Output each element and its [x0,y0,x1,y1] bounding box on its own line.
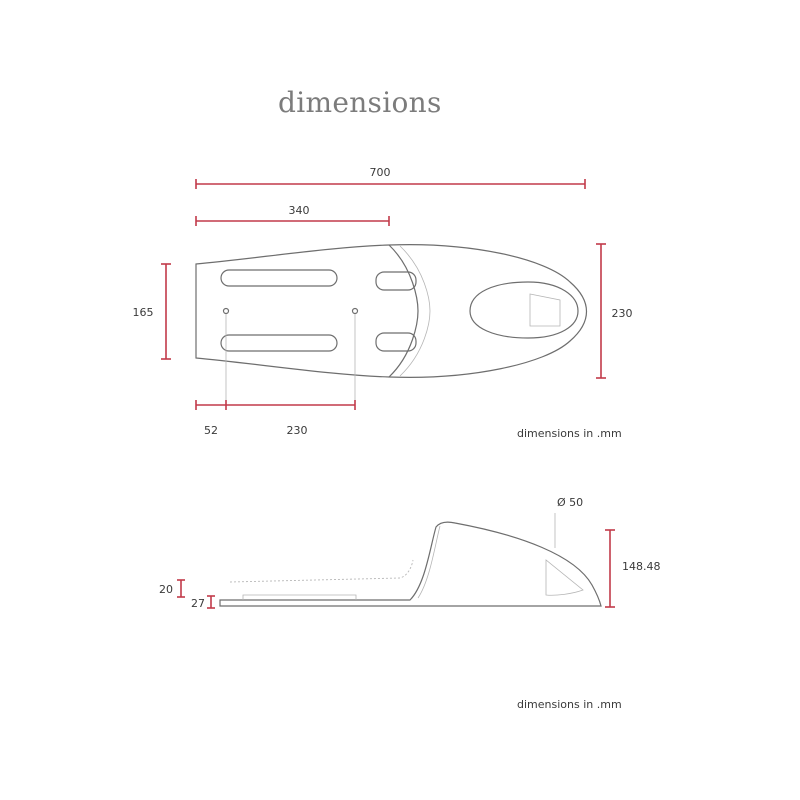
units-note-side: dimensions in .mm [517,698,622,711]
rear-width-dimension [596,244,633,378]
pan-length-dimension [196,204,389,226]
top-view [133,166,633,440]
tail-height-dimension [605,530,661,607]
front-width-dimension [133,264,172,359]
rear-width-label: 230 [611,307,633,320]
overall-length-label: 700 [369,166,391,179]
front-width-label: 165 [132,306,154,319]
pad-height-dimension [159,580,185,597]
seat-side-outline [220,513,601,606]
base-height-dimension [191,596,215,610]
mounting-hole-front [224,309,229,314]
hole-offset-label: 52 [204,424,218,437]
page-title: dimensions [278,86,442,119]
units-note-top: dimensions in .mm [517,427,622,440]
seat-top-outline [196,245,587,405]
base-height-label: 27 [191,597,205,610]
overall-length-dimension [196,166,585,189]
side-view [159,496,661,711]
hole-position-dimension [196,400,355,437]
mounting-hole-rear [353,309,358,314]
pad-height-label: 20 [159,583,173,596]
diameter-label: Ø 50 [557,496,584,509]
tail-height-label: 148.48 [622,560,661,573]
pan-length-label: 340 [288,204,310,217]
hole-spacing-label: 230 [286,424,308,437]
